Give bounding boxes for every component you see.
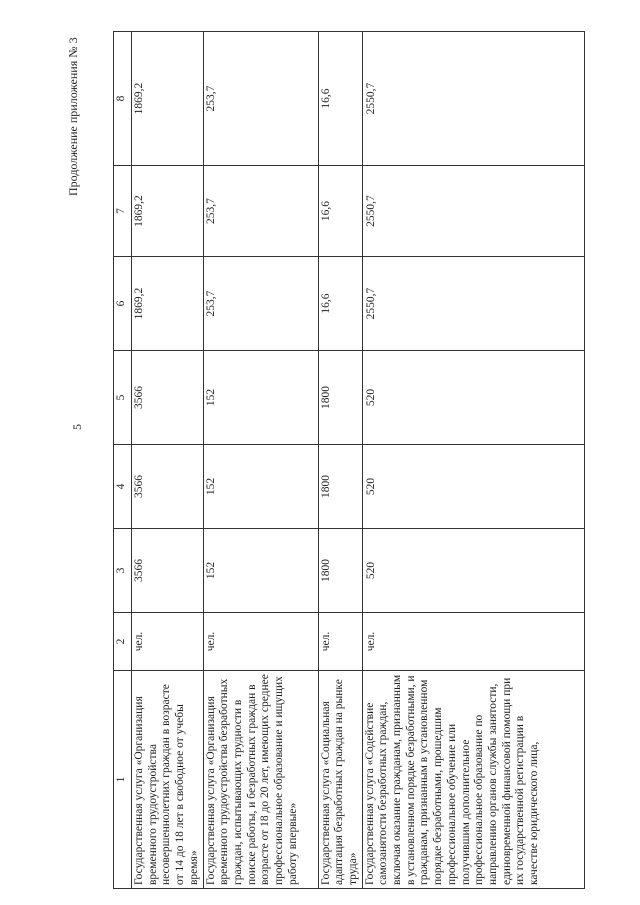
value-cell: 16,6 [318,32,362,166]
table-row [362,32,584,889]
rotated-table-wrapper [113,32,569,889]
value-cell: 1869,2 [132,257,204,351]
value-cell: 2550,7 [362,166,584,257]
value-cell: 520 [362,445,584,529]
header-cell: 3 [114,529,132,613]
value-cell: 1800 [318,351,362,445]
value-cell: 152 [203,351,318,445]
value-cell: 16,6 [318,257,362,351]
value-cell: 152 [203,445,318,529]
value-cell: 3566 [132,351,204,445]
continuation-note: Продолжение приложения № 3 [66,37,80,196]
value-cell: 1800 [318,529,362,613]
page-number: 5 [70,424,84,430]
value-cell: 3566 [132,529,204,613]
value-cell: 1869,2 [132,166,204,257]
header-cell: 4 [114,445,132,529]
value-cell: 152 [203,529,318,613]
value-cell: 520 [362,351,584,445]
header-cell: 1 [114,671,132,889]
header-cell: 6 [114,257,132,351]
header-cell: 5 [114,351,132,445]
value-cell: 253,7 [203,257,318,351]
value-cell: 1869,2 [132,32,204,166]
header-cell: 7 [114,166,132,257]
value-cell: 2550,7 [362,32,584,166]
service-name-cell: Государственная услуга «Социальная адаптация безработных граждан на рынке труда» [318,671,362,889]
service-name-cell: Государственная услуга «Организация временного трудоустройства безработных граждан, испытывающих трудности в поиске работы, и безработных граждан в возрасте от 18 до 20 лет, имеющих среднее профессиональное образование и ищущих работу впервые» [203,671,318,889]
header-cell: 2 [114,613,132,671]
service-name-cell: Государственная услуга «Организация временного трудоустройства несовершеннолетних граждан в возрасте от 14 до 18 лет в свободное от учебы время» [132,671,204,889]
value-cell: 520 [362,529,584,613]
unit-cell: чел. [362,613,584,671]
value-cell: 2550,7 [362,257,584,351]
value-cell: 253,7 [203,166,318,257]
value-cell: 253,7 [203,32,318,166]
service-name-cell: Государственная услуга «Содействие самозанятости безработных граждан, включая оказание гражданам, признанным в установленном порядке безработными, и гражданам, признанным в установленном порядке безработными, прошедшим профессиональное обучение или получившим дополнительное профессиональное образование по направлению органов службы занятости, единовременной финансовой помощи при их государственной регистрации в качестве юридического лица, [362,671,584,889]
value-cell: 3566 [132,445,204,529]
value-cell: 1800 [318,445,362,529]
table-row [132,32,204,889]
unit-cell: чел. [318,613,362,671]
table-header-row [114,32,132,889]
data-table [113,31,585,889]
value-cell: 16,6 [318,166,362,257]
unit-cell: чел. [203,613,318,671]
table-row [318,32,362,889]
header-cell: 8 [114,32,132,166]
table-row [203,32,318,889]
unit-cell: чел. [132,613,204,671]
